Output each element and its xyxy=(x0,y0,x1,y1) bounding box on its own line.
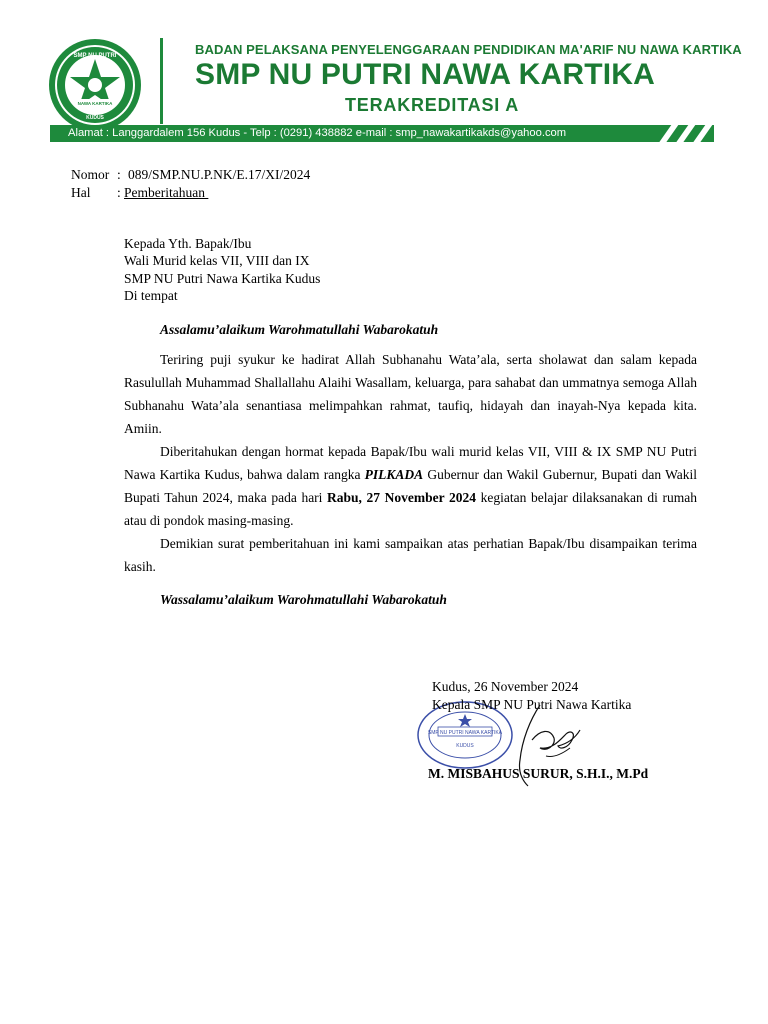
paragraph-2-text: kegiatan belajar dilaksanakan di rumah atau di pondok masing-masing. xyxy=(124,490,697,528)
paragraph-2-text: Gubernur dan Wakil Gubernur, Bupati dan Wakil Bupati Tahun 2024, maka pada hari xyxy=(124,467,697,505)
paragraph-1: Teriring puji syukur ke hadirat Allah Subhanahu Wata’ala, serta sholawat dan salam kepada Rasulullah Muhammad Shallallahu Alaihi Wasallam, keluarga, para sahabat dan ummatnya semoga Allah Subhanahu Wata’ala senantiasa melimpahkan rahmat, taufiq, hidayah dan inayah-Nya kepada kita. Amiin. xyxy=(124,352,697,436)
nomor-value: 089/SMP.NU.P.NK/E.17/XI/2024 xyxy=(128,167,311,182)
place-date: Kudus, 26 November 2024 xyxy=(432,679,579,694)
header-divider xyxy=(160,38,163,124)
nomor-colon: : xyxy=(117,167,121,182)
bar-stripe xyxy=(657,125,679,142)
bar-stripe xyxy=(674,125,696,142)
hal-value: Pemberitahuan xyxy=(124,185,209,200)
institution-name: BADAN PELAKSANA PENYELENGGARAAN PENDIDIKAN MA'ARIF NU NAWA KARTIKA xyxy=(195,42,742,57)
school-logo xyxy=(47,37,143,133)
hal-colon: : xyxy=(117,185,121,200)
nomor-label: Nomor xyxy=(71,167,110,182)
school-name: SMP NU PUTRI NAWA KARTIKA xyxy=(195,58,656,91)
opening-greeting: Assalamu’alaikum Warohmatullahi Wabarokatuh xyxy=(160,322,439,337)
pilkada-emphasis: PILKADA xyxy=(364,467,424,482)
recipient-line: SMP NU Putri Nawa Kartika Kudus xyxy=(124,271,321,286)
paragraph-2-text: Diberitahukan dengan hormat kepada Bapak/Ibu wali murid kelas VII, VIII & IX SMP NU Putri Nawa Kartika Kudus, bahwa dalam rangka xyxy=(124,444,697,482)
accreditation-label: TERAKREDITASI A xyxy=(345,95,519,115)
stamp-bottom-text: KUDUS xyxy=(456,743,474,749)
bar-stripe xyxy=(691,125,713,142)
logo-mid-text: NAWA KARTIKA xyxy=(77,101,113,106)
logo-top-text: SMP NU PUTRI xyxy=(73,53,117,59)
stamp-center-text: SMP NU PUTRI NAWA KARTIKA xyxy=(427,730,503,736)
hal-label: Hal xyxy=(71,185,91,200)
closing-greeting: Wassalamu’alaikum Warohmatullahi Wabarokatuh xyxy=(160,592,447,607)
paragraph-3: Demikian surat pemberitahuan ini kami sampaikan atas perhatian Bapak/Ibu disampaikan terima kasih. xyxy=(124,536,697,574)
holiday-date: Rabu, 27 November 2024 xyxy=(327,490,477,505)
paragraph-2 xyxy=(124,440,697,532)
address-text: Alamat : Langgardalem 156 Kudus - Telp : (0291) 438882 e-mail : smp_nawakartikakds@yahoo.com xyxy=(68,127,567,139)
signer-name: M. MISBAHUS SURUR, S.H.I., M.Pd xyxy=(428,766,649,781)
signer-position: Kepala SMP NU Putri Nawa Kartika xyxy=(432,697,632,712)
address-bar xyxy=(50,125,714,142)
logo-bottom-text: KUDUS xyxy=(86,115,104,121)
recipient-line: Di tempat xyxy=(124,288,178,303)
recipient-line: Kepada Yth. Bapak/Ibu xyxy=(124,236,252,251)
recipient-line: Wali Murid kelas VII, VIII dan IX xyxy=(124,253,310,268)
